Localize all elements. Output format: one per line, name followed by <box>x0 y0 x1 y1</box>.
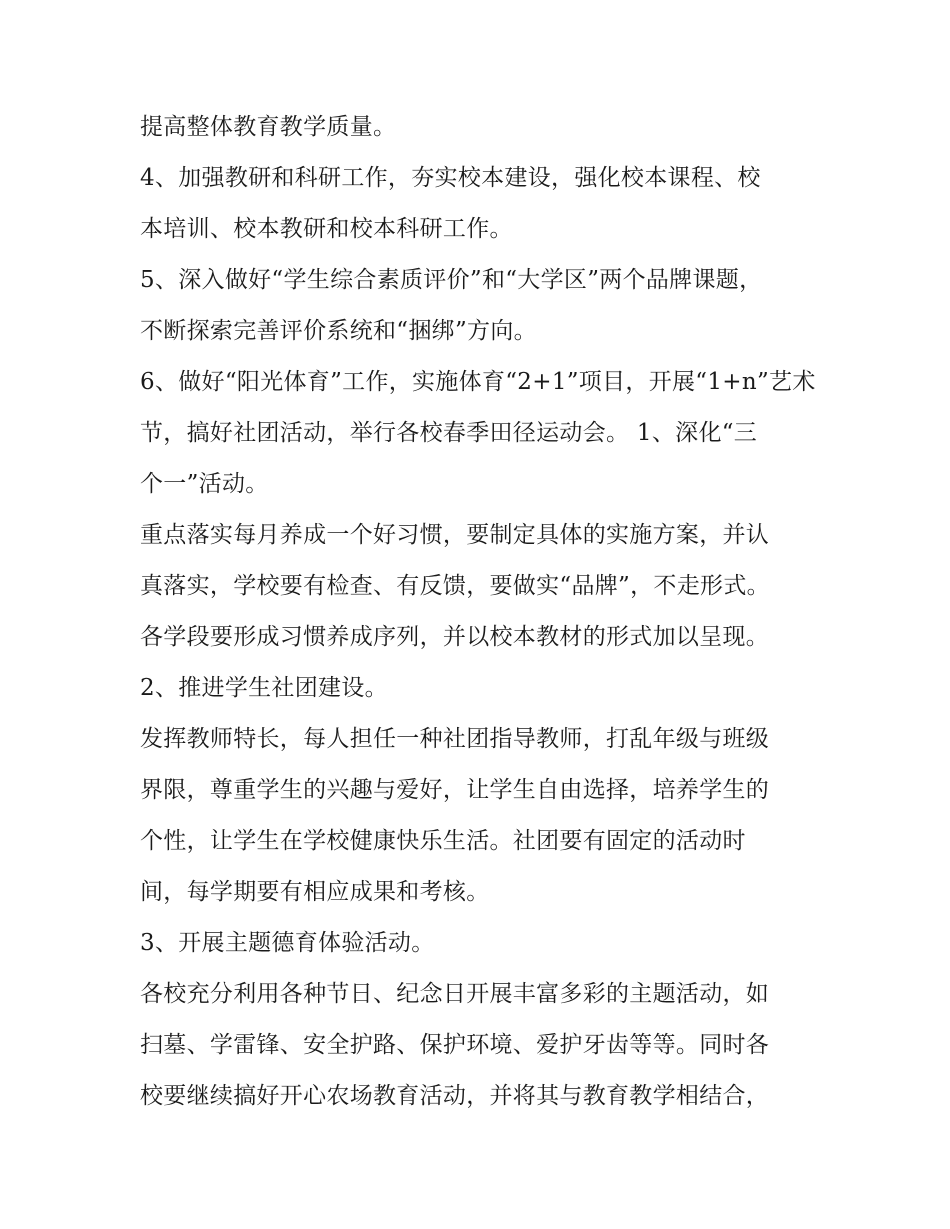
text-line: 4、加强教研和科研工作，夯实校本建设，强化校本课程、校 <box>140 165 761 191</box>
text-line: 提高整体教育教学质量。 <box>140 114 397 140</box>
text-line: 重点落实每月养成一个好习惯，要制定具体的实施方案，并认 <box>140 522 770 548</box>
text-line: 校要继续搞好开心农场教育活动，并将其与教育教学相结合， <box>140 1083 770 1109</box>
text-line: 各校充分利用各种节日、纪念日开展丰富多彩的主题活动，如 <box>140 981 770 1007</box>
text-line: 节，搞好社团活动，举行各校春季田径运动会。 1、深化“三 <box>140 420 758 446</box>
text-line: 6、做好“阳光体育”工作，实施体育“2+1”项目，开展“1+n”艺术 <box>140 369 816 395</box>
text-line: 扫墓、学雷锋、安全护路、保护环境、爱护牙齿等等。同时各 <box>140 1032 770 1058</box>
text-line: 5、深入做好“学生综合素质评价”和“大学区”两个品牌课题， <box>140 267 763 293</box>
text-line: 个一”活动。 <box>140 471 269 497</box>
text-line: 界限，尊重学生的兴趣与爱好，让学生自由选择，培养学生的 <box>140 777 770 803</box>
text-line: 2、推进学生社团建设。 <box>140 675 388 701</box>
text-line: 3、开展主题德育体验活动。 <box>140 930 435 956</box>
text-line: 个性，让学生在学校健康快乐生活。社团要有固定的活动时 <box>140 828 746 854</box>
text-line: 各学段要形成习惯养成序列，并以校本教材的形式加以呈现。 <box>140 624 770 650</box>
text-line: 本培训、校本教研和校本科研工作。 <box>140 216 513 242</box>
text-line: 真落实，学校要有检查、有反馈，要做实“品牌”，不走形式。 <box>140 573 770 599</box>
text-line: 间，每学期要有相应成果和考核。 <box>140 879 490 905</box>
document-body <box>140 102 820 1122</box>
text-line: 不断探索完善评价系统和“捆绑”方向。 <box>140 318 537 344</box>
text-line: 发挥教师特长，每人担任一种社团指导教师，打乱年级与班级 <box>140 726 770 752</box>
